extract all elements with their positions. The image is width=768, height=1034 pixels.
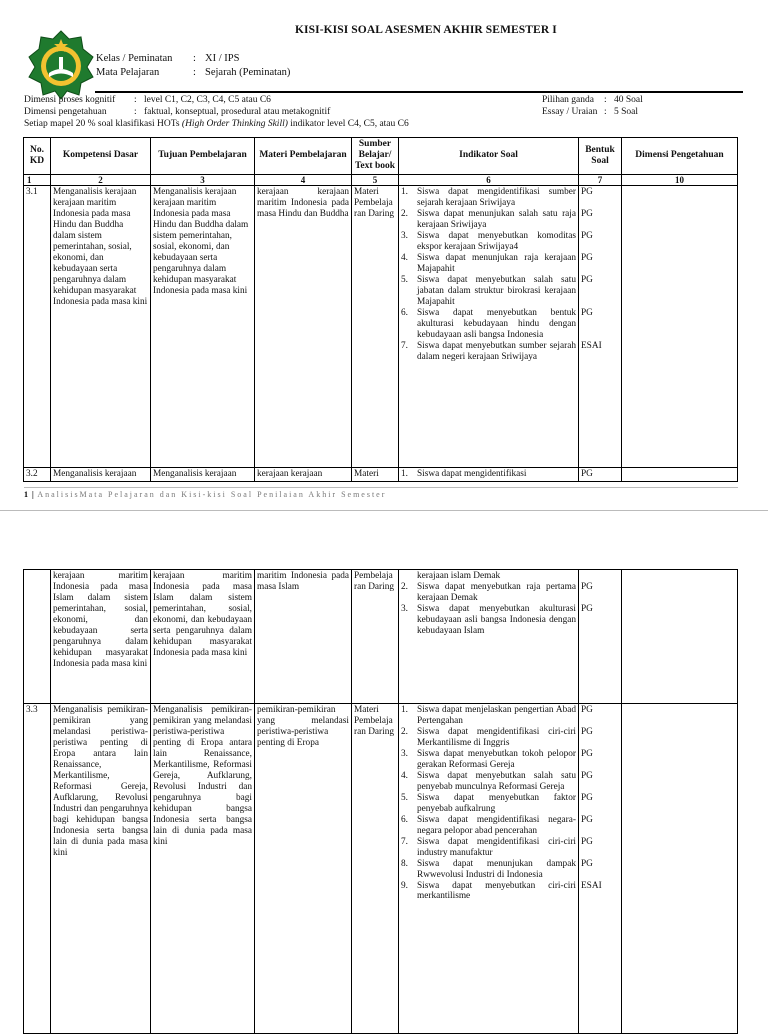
- dimensi-pengetahuan: [622, 704, 738, 1034]
- bentuk-soal: [579, 186, 622, 468]
- materi-pembelajaran: kerajaan kerajaan: [255, 468, 352, 482]
- column-header: Materi Pembelajaran: [255, 138, 352, 175]
- bentuk-item: PG: [581, 792, 593, 803]
- column-header: Sumber Belajar/ Text book: [352, 138, 399, 175]
- meta-essay: Essay / Uraian : 5 Soal: [542, 107, 639, 117]
- bentuk-item: PG: [581, 705, 593, 715]
- bentuk-item: PG: [581, 307, 593, 318]
- bentuk-item: PG: [581, 770, 593, 781]
- bentuk-soal: [579, 570, 622, 704]
- column-number: 1: [24, 174, 51, 186]
- meta-pengetahuan: Dimensi pengetahuan : faktual, konseptual, prosedural atau metakognitif: [24, 107, 331, 117]
- bentuk-item: PG: [581, 836, 593, 847]
- kompetensi-dasar: kerajaan maritim Indonesia pada masa Islam dalam sistem pemerintahan, sosial, ekonomi, dan kebudayaan serta pengaruhnya dalam kehidupan masyarakat Indonesia pada masa kini: [51, 570, 151, 704]
- bentuk-soal: [579, 704, 622, 1034]
- bentuk-list: [581, 187, 619, 353]
- kd-number: 3.2: [24, 468, 51, 482]
- page-1: [0, 0, 768, 510]
- sumber-belajar: Materi: [352, 468, 399, 482]
- indikator-item: 3. Siswa dapat menyebutkan akulturasi kebudayaan asli bangsa Indonesia dengan kebudayaan Islam: [401, 603, 576, 636]
- indikator-item: 2. Siswa dapat mengidentifikasi ciri-ciri Merkantilisme di Inggris: [401, 726, 576, 748]
- column-header: Bentuk Soal: [579, 138, 622, 175]
- indikator-item: 7. Siswa dapat menyebutkan sumber sejarah dalam negeri kerajaan Sriwijaya: [401, 340, 576, 362]
- info-kelas: Kelas / Peminatan : XI / IPS: [96, 53, 240, 64]
- indikator-item: 1. Siswa dapat mengidentifikasi: [401, 469, 527, 480]
- bentuk-item: PG: [581, 253, 593, 264]
- bentuk-item: ESAI: [581, 340, 602, 351]
- indikator-soal: [399, 570, 579, 704]
- sumber-belajar: Materi Pembelaja ran Daring: [352, 186, 399, 468]
- info-mapel: Mata Pelajaran : Sejarah (Peminatan): [96, 67, 291, 78]
- sumber-belajar: Materi Pembelaja ran Daring: [352, 704, 399, 1034]
- column-header: Indikator Soal: [399, 138, 579, 175]
- bentuk-item: PG: [581, 187, 593, 198]
- kd-number: 3.3: [24, 704, 51, 1034]
- bentuk-item: PG: [581, 603, 593, 614]
- dimensi-pengetahuan: [622, 468, 738, 482]
- meta-pilihan-ganda: Pilihan ganda : 40 Soal: [542, 95, 643, 105]
- materi-pembelajaran: maritim Indonesia pada masa Islam: [255, 570, 352, 704]
- bentuk-item: PG: [581, 726, 593, 737]
- document-title: KISI-KISI SOAL ASESMEN AKHIR SEMESTER I: [295, 24, 557, 36]
- dimensi-pengetahuan: [622, 186, 738, 468]
- kd-number: [24, 570, 51, 704]
- bentuk-soal: PG: [579, 468, 622, 482]
- indikator-item: 9. Siswa dapat menyebutkan ciri-ciri merkantilisme: [401, 880, 576, 902]
- indikator-soal: [399, 704, 579, 1034]
- table-row: [24, 468, 738, 482]
- info-value: Sejarah (Peminatan): [205, 67, 291, 78]
- dimensi-pengetahuan: [622, 570, 738, 704]
- indikator-item: 6. Siswa dapat mengidentifikasi negara-negara pelopor abad pencerahan: [401, 814, 576, 836]
- table-row: [24, 704, 738, 1034]
- info-label: Mata Pelajaran: [96, 67, 160, 78]
- footer-text: AnalisisMata Pelajaran dan Kisi-kisi Soal Penilaian Akhir Semester: [37, 490, 387, 499]
- column-number: 3: [151, 174, 255, 186]
- kisi-kisi-table-continued: [23, 569, 738, 1034]
- indikator-item: 5. Siswa dapat menyebutkan faktor penyebab aufkalrung: [401, 792, 576, 814]
- indikator-soal: [399, 186, 579, 468]
- bentuk-item: PG: [581, 748, 593, 759]
- meta-kognitif: Dimensi proses kognitif : level C1, C2, C3, C4, C5 atau C6: [24, 95, 271, 105]
- meta-hots: Setiap mapel 20 % soal klasifikasi HOTs (High Order Thinking Skill) indikator level C4, C5, atau C6: [24, 119, 409, 129]
- indikator-item: 6. Siswa dapat menyebutkan bentuk akulturasi kebudayaan hindu dengan kebudayaan asli bangsa Indonesia: [401, 307, 576, 340]
- column-number: 2: [51, 174, 151, 186]
- indikator-list: [401, 187, 576, 363]
- column-number: 4: [255, 174, 352, 186]
- indikator-item: 4. Siswa dapat menunjukan raja kerajaan Majapahit: [401, 253, 576, 274]
- column-header: No. KD: [24, 138, 51, 175]
- column-header: Kompetensi Dasar: [51, 138, 151, 175]
- indikator-item: 3. Siswa dapat menyebutkan komoditas ekspor kerajaan Sriwijaya4: [401, 231, 576, 253]
- indikator-item: 4. Siswa dapat menyebutkan salah satu penyebab munculnya Reformasi Gereja: [401, 770, 576, 792]
- indikator-item: 2. Siswa dapat menunjukan salah satu raja kerajaan Sriwijaya: [401, 209, 576, 231]
- tujuan-pembelajaran: Menganalisis kerajaan kerajaan maritim Indonesia pada masa Hindu dan Buddha dalam sistem pemerintahan, sosial, ekonomi, dan kebudayaan serta pengaruhnya dalam kehidupan masyarakat Indonesia pada masa kini: [151, 186, 255, 468]
- tujuan-pembelajaran: Menganalisis pemikiran-pemikiran yang melandasi peristiwa-peristiwa penting di Eropa antara lain Renaissance, Merkantilisme, Reformasi Gereja, Aufklarung, Revolusi Industri dan pengaruhnya bagi kehidupan bangsa Indonesia serta bangsa lain di dunia pada masa kini: [151, 704, 255, 1034]
- indikator-item: 7. Siswa dapat mengidentifikasi ciri-ciri industry manufaktur: [401, 836, 576, 858]
- bentuk-item: PG: [581, 231, 593, 242]
- kompetensi-dasar: Menganalisis kerajaan: [51, 468, 151, 482]
- header-divider: [95, 91, 743, 93]
- indikator-item: 3. Siswa dapat menyebutkan tokoh pelopor gerakan Reformasi Gereja: [401, 748, 576, 770]
- materi-pembelajaran: pemikiran-pemikiran yang melandasi peristiwa-peristiwa penting di Eropa: [255, 704, 352, 1034]
- tujuan-pembelajaran: Menganalisis kerajaan: [151, 468, 255, 482]
- column-number-row: [24, 174, 738, 186]
- tujuan-pembelajaran: kerajaan maritim Indonesia pada masa Islam dalam sistem pemerintahan, sosial, ekonomi, dan kebudayaan serta pengaruhnya dalam kehidupan masyarakat Indonesia pada masa kini: [151, 570, 255, 704]
- kompetensi-dasar: Menganalisis kerajaan kerajaan maritim Indonesia pada masa Hindu dan Buddha dalam sistem pemerintahan, sosial, ekonomi, dan kebudayaan serta pengaruhnya dalam kehidupan masyarakat Indonesia pada masa kini: [51, 186, 151, 468]
- bentuk-item: PG: [581, 581, 593, 592]
- indikator-list: [401, 582, 576, 637]
- bentuk-item: PG: [581, 209, 593, 220]
- indikator-soal: [399, 468, 579, 482]
- bentuk-item: PG: [581, 858, 593, 869]
- bentuk-list: [581, 571, 619, 628]
- indikator-continued: kerajaan islam Demak: [417, 571, 501, 581]
- column-header: Dimensi Pengetahuan: [622, 138, 738, 175]
- ministry-logo-icon: [25, 29, 97, 101]
- column-number: 6: [399, 174, 579, 186]
- kd-number: 3.1: [24, 186, 51, 468]
- indikator-item: 5. Siswa dapat menyebutkan salah satu jabatan dalam struktur birokrasi kerajaan Majapahit: [401, 274, 576, 307]
- materi-pembelajaran: kerajaan kerajaan maritim Indonesia pada masa Hindu dan Buddha: [255, 186, 352, 468]
- table-header-row: [24, 138, 738, 175]
- bentuk-item: PG: [581, 814, 593, 825]
- info-label: Kelas / Peminatan: [96, 53, 173, 64]
- table-row: [24, 570, 738, 704]
- column-header: Tujuan Pembelajaran: [151, 138, 255, 175]
- bentuk-list: [581, 705, 619, 893]
- column-number: 7: [579, 174, 622, 186]
- kompetensi-dasar: Menganalisis pemikiran-pemikiran yang melandasi peristiwa-peristiwa penting di Eropa antara lain Renaissance, Merkantilisme, Reformasi Gereja, Aufklarung, Revolusi Industri dan pengaruhnya bagi kehidupan bangsa Indonesia serta bangsa lain di dunia pada masa kini: [51, 704, 151, 1034]
- table-row: [24, 186, 738, 468]
- page-2: [0, 510, 768, 1025]
- indikator-item: 1. Siswa dapat menjelaskan pengertian Abad Pertengahan: [401, 705, 576, 726]
- bentuk-item: PG: [581, 274, 593, 285]
- indikator-list: [401, 469, 576, 480]
- column-number: 10: [622, 174, 738, 186]
- bentuk-item: ESAI: [581, 880, 602, 891]
- indikator-item: 8. Siswa dapat menunjukan dampak Rwwevolusi Industri di Indonesia: [401, 858, 576, 880]
- indikator-list: [401, 705, 576, 902]
- page-number: 1: [24, 490, 28, 499]
- indikator-item: 2. Siswa dapat menyebutkan raja pertama kerajaan Demak: [401, 581, 576, 603]
- indikator-item: 1. Siswa dapat mengidentifikasi sumber sejarah kerajaan Sriwijaya: [401, 187, 576, 209]
- column-number: 5: [352, 174, 399, 186]
- kisi-kisi-table: [23, 137, 738, 482]
- page-footer: 1 | AnalisisMata Pelajaran dan Kisi-kisi Soal Penilaian Akhir Semester: [24, 487, 738, 499]
- sumber-belajar: Pembelaja ran Daring: [352, 570, 399, 704]
- info-value: XI / IPS: [205, 53, 240, 64]
